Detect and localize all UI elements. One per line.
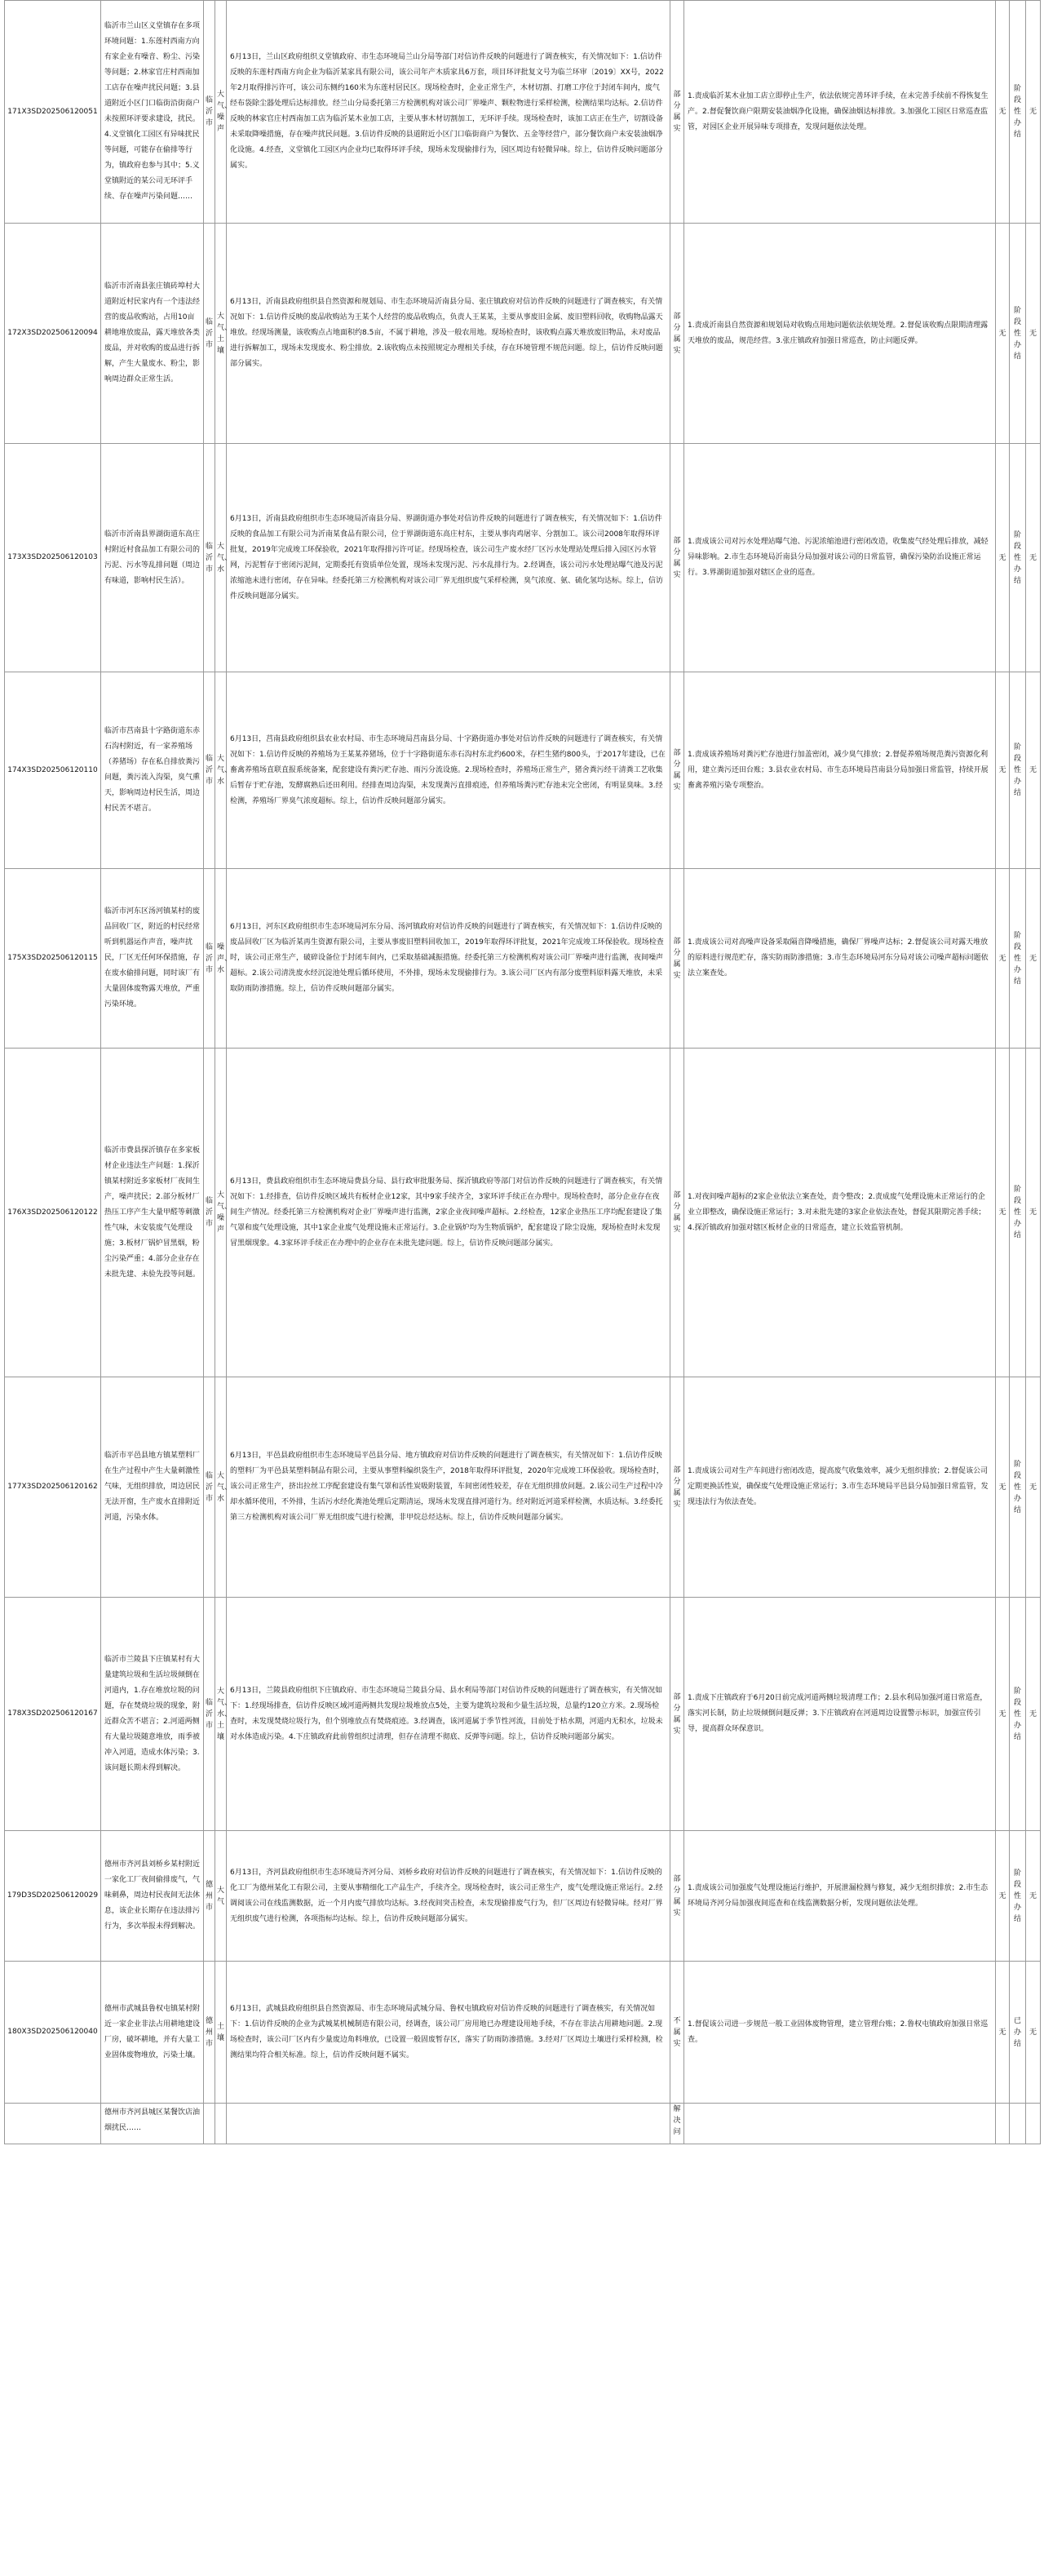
area-cell xyxy=(204,2104,215,2144)
type-cell xyxy=(215,1,232,224)
area-cell xyxy=(204,1831,215,1962)
table-row xyxy=(5,672,1041,869)
type-cell xyxy=(215,672,232,869)
area-cell xyxy=(204,1049,215,1377)
type-text: 大气、噪声 xyxy=(217,1191,232,1234)
area-cell xyxy=(204,1,215,224)
status-cell xyxy=(1010,869,1026,1049)
accountability-text: 无 xyxy=(998,553,1006,562)
area-cell xyxy=(204,672,215,869)
verdict-text: 部分属实 xyxy=(673,937,681,980)
verdict-cell xyxy=(670,672,684,869)
extra-cell xyxy=(1026,444,1041,672)
handling-cell xyxy=(684,1049,996,1377)
row-id-cell xyxy=(5,1,101,224)
verdict-text: 部分属实 xyxy=(673,312,681,355)
issue-cell xyxy=(101,1962,204,2104)
accountability-text: 无 xyxy=(998,1208,1006,1217)
type-text: 大气 xyxy=(217,1886,225,1906)
handling-cell xyxy=(684,1598,996,1831)
details-text: 6月13日，兰陵县政府组织下庄镇政府、市生态环境局兰陵县分局、县水利局等部门对信访件反映的问题进行了调查核实，有关情况如下：1.经现场排查，信访件反映区域河道两侧共发现垃圾堆放点5处，主要为建筑垃圾和少量生活垃圾，总量约120立方米。2.现场检查时，未发现焚烧垃圾行为，但个别堆放点有焚烧痕迹。3.经调查，该河道属于季节性河流，目前处于枯水期，河道内无积水，垃圾未对水体造成污染。4.下庄镇政府此前曾组织过清理，但存在清理不彻底、反弹等问题。综上，信访件反映问题部分属实。 xyxy=(230,1686,663,1741)
accountability-cell xyxy=(996,1962,1010,2104)
details-cell xyxy=(227,1,670,224)
extra-cell xyxy=(1026,1,1041,224)
status-text: 已办结 xyxy=(1013,2016,1021,2048)
accountability-cell xyxy=(996,1377,1010,1598)
status-cell xyxy=(1010,1377,1026,1598)
type-text: 土壤 xyxy=(217,2022,225,2042)
details-text: 6月13日，兰山区政府组织义堂镇政府、市生态环境局兰山分局等部门对信访件反映的问题进行了调查核实，有关情况如下：1.信访件反映的东莲村西南方向企业为临沂某家具有限公司，该公司年产木质家具6万套，项目环评批复文号为临兰环审〔2019〕XX号，2022年2月取得排污许可，该公司东侧约160米为东莲村居民区。现场检查时，企业正常生产，木材切割、打磨工序位于封闭车间内，废气经布袋除尘器处理后达标排放。经兰山分局委托第三方检测机构对该公司厂界噪声、颗粒物进行采样检测，检测结果均达标。2.信访件反映的林家官庄村西南加工店为临沂某木业加工店，主要从事木材切割加工，无环评手续。现场检查时，该加工店正在生产，切割设备未采取降噪措施，存在噪声扰民问题。3.信访件反映的县道附近小区门口临街商户为餐饮、五金等经营户，部分餐饮商户未安装油烟净化设施。4.经查，义堂镇化工园区内企业均已取得环评手续，现场未发现偷排行为，园区周边有轻微异味。综上，信访件反映问题部分属实。 xyxy=(230,53,664,170)
handling-text: 1.责成该公司加强废气处理设施运行维护，开展泄漏检测与修复，减少无组织排放；2.市生态环境局齐河分局加强夜间巡查和在线监测数据分析，发现问题依法处理。 xyxy=(688,1883,989,1908)
status-cell xyxy=(1010,1598,1026,1831)
status-cell xyxy=(1010,1,1026,224)
verdict-cell xyxy=(670,869,684,1049)
row-id-cell xyxy=(5,224,101,444)
row-id-cell xyxy=(5,869,101,1049)
status-cell xyxy=(1010,444,1026,672)
type-cell xyxy=(215,1377,232,1598)
row-id-cell xyxy=(5,672,101,869)
row-id-cell xyxy=(5,2104,101,2144)
issue-cell xyxy=(101,1049,204,1377)
issue-text: 临沂市沂南县界湖街道东高庄村附近村食品加工有限公司的污泥、污水等乱排问题（周边有味道，影响村民生活）。 xyxy=(104,530,201,585)
type-cell xyxy=(215,444,232,672)
issue-text: 临沂市莒南县十字路街道东赤石沟村附近，有一家养殖场（养猪场）存在私自排放粪污问题，粪污流入沟渠，臭气熏天，影响周边村民生活，周边村民苦不堪言。 xyxy=(104,727,201,813)
type-cell xyxy=(215,1962,227,2104)
status-cell xyxy=(1010,672,1026,869)
extra-text: 无 xyxy=(1029,553,1037,562)
verdict-text: 部分属实 xyxy=(673,536,681,579)
area-cell xyxy=(204,1598,215,1831)
handling-text: 1.责成该公司对高噪声设备采取隔音降噪措施，确保厂界噪声达标；2.督促该公司对露天堆放的原料进行规范贮存，落实防雨防渗措施；3.市生态环境局河东分局对该公司噪声超标问题依法立案查处。 xyxy=(688,938,989,978)
row-id-text: 173X3SD202506120103 xyxy=(7,553,98,561)
accountability-cell xyxy=(996,672,1010,869)
row-id-text: 177X3SD202506120162 xyxy=(7,1483,98,1491)
status-cell xyxy=(1010,1962,1026,2104)
table-row xyxy=(5,1,1041,224)
issue-text: 临沂市沂南县张庄镇砖埠村大道附近村民家内有一个违法经营的废品收购站，占用10亩耕地堆放废品，露天堆放各类废品，并对收购的废品进行拆解，产生大量废水、粉尘，影响周边群众正常生活。 xyxy=(104,282,201,384)
handling-cell xyxy=(684,1,996,224)
row-id-cell xyxy=(5,444,101,672)
accountability-cell xyxy=(996,2104,1010,2144)
accountability-cell xyxy=(996,1831,1010,1962)
type-text: 噪声、水 xyxy=(217,942,232,974)
extra-cell xyxy=(1026,1831,1041,1962)
type-cell xyxy=(215,1831,227,1962)
issue-cell xyxy=(101,224,204,444)
type-text: 大气、水 xyxy=(217,755,232,786)
handling-cell xyxy=(684,444,996,672)
area-text: 临沂市 xyxy=(206,542,214,574)
extra-cell xyxy=(1026,1049,1041,1377)
row-id-text: 178X3SD202506120167 xyxy=(7,1709,98,1718)
area-text: 临沂市 xyxy=(206,755,214,786)
verdict-text: 部分属实 xyxy=(673,749,681,791)
handling-text: 1.督促该公司进一步规范一般工业固体废物管理，建立管理台账；2.鲁权屯镇政府加强日常巡查。 xyxy=(688,2020,989,2044)
details-text: 6月13日，河东区政府组织市生态环境局河东分局、汤河镇政府对信访件反映的问题进行了调查核实，有关情况如下：1.信访件反映的废品回收厂区为临沂某再生资源有限公司，主要从事废旧塑料回收加工，2019年取得环评批复，2021年完成竣工环保验收。现场检查时，该公司正常生产，破碎设备位于封闭车间内，已采取基础减振措施。经委托第三方检测机构对该公司厂界噪声进行监测，夜间噪声超标。2.该公司清洗废水经沉淀池处理后循环使用，不外排，现场未发现偷排行为。3.该公司厂区内有部分废塑料原料露天堆放，未采取防雨防渗措施。综上，信访件反映问题部分属实。 xyxy=(230,923,664,993)
area-cell xyxy=(204,869,215,1049)
extra-cell xyxy=(1026,1598,1041,1831)
status-text: 阶段性办结 xyxy=(1013,530,1021,585)
status-text: 阶段性办结 xyxy=(1013,85,1021,139)
handling-cell xyxy=(684,1962,996,2104)
verdict-cell xyxy=(670,2104,684,2144)
handling-text: 1.责成该养殖场对粪污贮存池进行加盖密闭，减少臭气排放；2.督促养殖场规范粪污资源化利用，建立粪污还田台账；3.县农业农村局、市生态环境局莒南县分局加强日常监管，持续开展畜禽养殖污染专项整治。 xyxy=(688,750,989,790)
handling-text: 1.对夜间噪声超标的2家企业依法立案查处，责令整改；2.责成废气处理设施未正常运行的企业立即整改，确保设施正常运行；3.对未批先建的3家企业依法查处，督促其限期完善手续；4.探沂镇政府加强对辖区板材企业的日常巡查，建立长效监管机制。 xyxy=(688,1192,986,1232)
details-cell xyxy=(227,224,670,444)
verdict-cell xyxy=(670,1831,684,1962)
area-text: 德州市 xyxy=(206,2016,214,2048)
type-cell xyxy=(215,2104,227,2144)
details-text: 6月13日，费县政府组织市生态环境局费县分局、县行政审批服务局、探沂镇政府等部门对信访件反映的问题进行了调查核实，有关情况如下：1.经排查，信访件反映区域共有板材企业12家，其中9家手续齐全，3家环评手续正在办理中。现场检查时，部分企业存在夜间生产情况。经委托第三方检测机构对企业厂界噪声进行监测，2家企业夜间噪声超标。2.经检查，12家企业热压工序均配套建设了集气罩和废气处理设施，其中1家企业废气处理设施未正常运行。3.企业锅炉均为生物质锅炉，配套建设了除尘设施，现场检查时未发现冒黑烟现象。4.3家环评手续正在办理中的企业存在未批先建问题。综上，信访件反映问题部分属实。 xyxy=(230,1177,663,1248)
status-text: 阶段性办结 xyxy=(1013,1687,1021,1741)
issue-text: 德州市武城县鲁权屯镇某村附近一家企业非法占用耕地建设厂房，破坏耕地，并有大量工业固体废物堆放，污染土壤。 xyxy=(104,2004,201,2059)
accountability-cell xyxy=(996,444,1010,672)
table-row xyxy=(5,2104,1041,2144)
issue-text: 临沂市费县探沂镇存在多家板材企业违法生产问题：1.探沂镇某村附近多家板材厂夜间生产，噪声扰民；2.部分板材厂热压工序产生大量甲醛等刺激性气味，未安装废气处理设施；3.板材厂锅炉冒黑烟，粉尘污染严重；4.部分企业存在未批先建、未验先投等问题。 xyxy=(104,1146,201,1279)
accountability-text: 无 xyxy=(998,1709,1006,1718)
area-text: 临沂市 xyxy=(206,1698,214,1730)
verdict-text: 不属实 xyxy=(673,2016,681,2048)
table-row xyxy=(5,1049,1041,1377)
area-text: 临沂市 xyxy=(206,1197,214,1228)
issue-text: 德州市齐河县城区某餐饮店油烟扰民…… xyxy=(104,2108,201,2132)
details-cell xyxy=(227,1598,670,1831)
accountability-cell xyxy=(996,224,1010,444)
verdict-cell xyxy=(670,224,684,444)
issue-cell xyxy=(101,1598,204,1831)
area-cell xyxy=(204,224,215,444)
issue-cell xyxy=(101,1377,204,1598)
details-cell xyxy=(227,1962,670,2104)
issue-cell xyxy=(101,869,204,1049)
status-text: 阶段性办结 xyxy=(1013,743,1021,797)
status-text: 阶段性办结 xyxy=(1013,1186,1021,1239)
accountability-text: 无 xyxy=(998,1891,1006,1900)
status-cell xyxy=(1010,224,1026,444)
details-text: 6月13日，齐河县政府组织市生态环境局齐河分局、刘桥乡政府对信访件反映的问题进行了调查核实，有关情况如下：1.信访件反映的化工厂为德州某化工有限公司，主要从事精细化工产品生产，手续齐全。现场检查时，该公司正常生产，废气处理设施正常运行。2.经调阅该公司在线监测数据，近一个月内废气排放均达标。3.经夜间突击检查，未发现偷排废气行为，但厂区周边有轻微异味。经对厂界无组织废气进行检测，各项指标均达标。综上，信访件反映问题部分属实。 xyxy=(230,1868,663,1923)
row-id-cell xyxy=(5,1831,101,1962)
area-cell xyxy=(204,1377,215,1598)
row-id-text: 174X3SD202506120110 xyxy=(7,765,98,774)
issue-text: 临沂市兰山区义堂镇存在多项环境问题：1.东莲村西南方向有家企业有噪音、粉尘、污染等问题；2.林家官庄村西南加工店存在噪声扰民问题；3.县道附近小区门口临街沿街商户未按照环评要求建设，扰民。4.义堂镇化工园区有异味扰民等问题，可能存在偷排等行为，镇政府也参与其中；5.义堂镇附近的某公司无环评手续、存在噪声污染问题…… xyxy=(104,22,201,201)
verdict-text: 部分属实 xyxy=(673,1191,681,1234)
verdict-cell xyxy=(670,1962,684,2104)
table-row xyxy=(5,869,1041,1049)
row-id-text: 171X3SD202506120051 xyxy=(7,107,98,116)
type-cell xyxy=(215,224,232,444)
status-cell xyxy=(1010,2104,1026,2144)
row-id-text: 176X3SD202506120122 xyxy=(7,1208,98,1217)
handling-cell xyxy=(684,672,996,869)
extra-text: 无 xyxy=(1029,1208,1037,1217)
verdict-cell xyxy=(670,444,684,672)
details-text: 6月13日，莒南县政府组织县农业农村局、市生态环境局莒南县分局、十字路街道办事处对信访件反映的问题进行了调查核实，有关情况如下：1.信访件反映的养殖场为王某某养猪场，位于十字路街道东赤石沟村东北约600米，存栏生猪约800头，于2017年建设，已在畜禽养殖场直联直报系统备案，配套建设有粪污贮存池、雨污分流设施。2.现场检查时，养殖场正常生产，猪舍粪污经干清粪工艺收集后暂存于贮存池，发酵腐熟后还田利用。经排查周边沟渠，未发现粪污直排痕迹，但养殖场粪污贮存池未完全密闭，有明显臭味。3.经检测，养殖场厂界臭气浓度超标。综上，信访件反映问题部分属实。 xyxy=(230,734,666,805)
area-text: 临沂市 xyxy=(206,317,214,349)
table-body xyxy=(5,1,1041,2144)
row-id-text: 179D3SD202506120029 xyxy=(7,1891,99,1900)
accountability-text: 无 xyxy=(998,329,1006,338)
row-id-text: 175X3SD202506120115 xyxy=(7,954,98,962)
extra-text: 无 xyxy=(1029,1709,1037,1718)
status-cell xyxy=(1010,1049,1026,1377)
details-cell xyxy=(227,672,670,869)
status-text: 阶段性办结 xyxy=(1013,931,1021,986)
extra-text: 无 xyxy=(1029,954,1037,963)
extra-cell xyxy=(1026,2104,1041,2144)
verdict-text: 部分属实 xyxy=(673,1465,681,1509)
handling-text: 1.责成下庄镇政府于6月20日前完成河道两侧垃圾清理工作；2.县水利局加强河道日常巡查，落实河长制，防止垃圾倾倒问题反弹；3.下庄镇政府在河道周边设置警示标识，加强宣传引导，提高群众环保意识。 xyxy=(688,1694,988,1733)
type-text: 大气、水 xyxy=(217,542,232,574)
handling-cell xyxy=(684,2104,996,2144)
type-cell xyxy=(215,1598,232,1831)
type-cell xyxy=(215,869,232,1049)
extra-text: 无 xyxy=(1029,329,1037,338)
handling-text: 1.责成该公司对污水处理站曝气池、污泥浓缩池进行密闭改造，收集废气经处理后排放，减轻异味影响。2.市生态环境局沂南县分局加强对该公司的日常监管，确保污染防治设施正常运行。3.界湖街道加强对辖区企业的巡查。 xyxy=(688,538,989,577)
type-text: 大气、水 xyxy=(217,1471,232,1503)
details-cell xyxy=(227,444,670,672)
details-cell xyxy=(227,2104,670,2144)
type-text: 大气、水、土壤 xyxy=(217,1687,232,1741)
extra-text: 无 xyxy=(1029,2028,1037,2037)
area-text: 临沂市 xyxy=(206,96,214,127)
details-text: 6月13日，沂南县政府组织县自然资源和规划局、市生态环境局沂南县分局、张庄镇政府对信访件反映的问题进行了调查核实，有关情况如下：1.信访件反映的废品收购站为王某个人经营的废品收购点，负责人王某某，主要从事废旧金属、废旧塑料回收，收购物品露天堆放。经现场测量，该收购点占地面积约8.5亩，不属于耕地，涉及一般农用地。现场检查时，该收购点露天堆放废旧物品，未对废品进行拆解加工，现场未发现废水、粉尘排放。2.该收购点未按照规定办理相关手续，存在环境管理不规范问题。综上，信访件反映问题部分属实。 xyxy=(230,298,663,368)
verdict-cell xyxy=(670,1377,684,1598)
issue-cell xyxy=(101,2104,204,2144)
handling-cell xyxy=(684,224,996,444)
issue-cell xyxy=(101,672,204,869)
table-row xyxy=(5,1962,1041,2104)
details-cell xyxy=(227,1049,670,1377)
verdict-text: 部分属实 xyxy=(673,1874,681,1918)
handling-text: 1.责成该公司对生产车间进行密闭改造，提高废气收集效率，减少无组织排放；2.督促该公司定期更换活性炭，确保废气处理设施正常运行；3.市生态环境局平邑县分局加强日常监管，发现违法行为依法查处。 xyxy=(688,1467,989,1506)
details-cell xyxy=(227,1831,670,1962)
accountability-cell xyxy=(996,1049,1010,1377)
handling-cell xyxy=(684,1377,996,1598)
extra-cell xyxy=(1026,1377,1041,1598)
issue-cell xyxy=(101,1,204,224)
area-cell xyxy=(204,1962,215,2104)
extra-cell xyxy=(1026,672,1041,869)
accountability-text: 无 xyxy=(998,2028,1006,2037)
accountability-text: 无 xyxy=(998,1483,1006,1492)
accountability-cell xyxy=(996,869,1010,1049)
status-text: 阶段性办结 xyxy=(1013,1460,1021,1514)
verdict-text: 解决问 xyxy=(673,2105,681,2136)
table-row xyxy=(5,444,1041,672)
details-cell xyxy=(227,869,670,1049)
row-id-cell xyxy=(5,1049,101,1377)
row-id-text: 172X3SD202506120094 xyxy=(7,329,98,337)
verdict-cell xyxy=(670,1598,684,1831)
accountability-cell xyxy=(996,1598,1010,1831)
handling-cell xyxy=(684,1831,996,1962)
status-text: 阶段性办结 xyxy=(1013,306,1021,361)
table-row xyxy=(5,1831,1041,1962)
accountability-cell xyxy=(996,1,1010,224)
table-row xyxy=(5,1377,1041,1598)
type-text: 大气、土壤 xyxy=(217,312,232,355)
extra-cell xyxy=(1026,869,1041,1049)
details-text: 6月13日，武城县政府组织县自然资源局、市生态环境局武城分局、鲁权屯镇政府对信访件反映的问题进行了调查核实，有关情况如下：1.信访件反映的企业为武城某机械制造有限公司，经调查，该公司厂房用地已办理建设用地手续，不存在非法占用耕地问题。2.现场检查时，该公司厂区内有少量废边角料堆放，已设置一般固废暂存区，落实了防雨防渗措施。3.经对厂区周边土壤进行采样检测，检测结果均符合相关标准。综上，信访件反映问题不属实。 xyxy=(230,2004,663,2059)
details-text: 6月13日，沂南县政府组织市生态环境局沂南县分局、界湖街道办事处对信访件反映的问题进行了调查核实，有关情况如下：1.信访件反映的食品加工有限公司为沂南某食品有限公司，位于界湖街道东高庄村东，主要从事肉鸡屠宰、分割加工。该公司2008年取得环评批复，2019年完成竣工环保验收，2021年取得排污许可证。经现场检查，该公司生产废水经厂区污水处理站处理后排入园区污水管网，污泥暂存于密闭污泥间，定期委托有资质单位处置，现场未发现污泥、污水乱排行为。2.经调查，该公司污水处理站曝气池及污泥浓缩池未进行密闭，存在异味。经委托第三方检测机构对该公司厂界无组织废气采样检测，臭气浓度、氨、硫化氢均达标。综上，信访件反映问题部分属实。 xyxy=(230,514,664,601)
details-text: 6月13日，平邑县政府组织市生态环境局平邑县分局、地方镇政府对信访件反映的问题进行了调查核实，有关情况如下：1.信访件反映的塑料厂为平邑县某塑料制品有限公司，主要从事塑料编织袋生产，2018年取得环评批复，2020年完成竣工环保验收。现场检查时，该公司正常生产，挤出拉丝工序配套建设有集气罩和活性炭吸附装置，车间密闭性较差，存在无组织排放问题。2.该公司生产过程中冷却水循环使用，不外排，生活污水经化粪池处理后定期清运，现场未发现直排河道行为。经对附近河道采样检测，水质达标。3.经委托第三方检测机构对该公司厂界无组织废气进行检测，非甲烷总烃达标。综上，信访件反映问题部分属实。 xyxy=(230,1452,664,1522)
row-id-cell xyxy=(5,1962,101,2104)
accountability-text: 无 xyxy=(998,766,1006,774)
type-cell xyxy=(215,1049,232,1377)
issue-text: 德州市齐河县刘桥乡某村附近一家化工厂夜间偷排废气，气味刺鼻，周边村民夜间无法休息，该企业长期存在违法排污行为，多次举报未得到解决。 xyxy=(104,1860,201,1931)
extra-text: 无 xyxy=(1029,1483,1037,1492)
table-row xyxy=(5,224,1041,444)
verdict-cell xyxy=(670,1,684,224)
area-text: 临沂市 xyxy=(206,942,214,974)
handling-text: 1.责成临沂某木业加工店立即停止生产，依法依规完善环评手续，在未完善手续前不得恢复生产。2.督促餐饮商户限期安装油烟净化设施，确保油烟达标排放。3.加强化工园区日常巡查监管，对园区企业开展异味专项排查，发现问题依法处理。 xyxy=(688,91,989,131)
status-text: 阶段性办结 xyxy=(1013,1869,1021,1923)
type-text: 大气、噪声 xyxy=(217,91,232,133)
area-text: 德州市 xyxy=(206,1880,214,1912)
issue-cell xyxy=(101,1831,204,1962)
extra-text: 无 xyxy=(1029,766,1037,774)
area-text: 临沂市 xyxy=(206,1471,214,1503)
issue-cell xyxy=(101,444,204,672)
handling-cell xyxy=(684,869,996,1049)
issue-text: 临沂市平邑县地方镇某塑料厂在生产过程中产生大量刺激性气味，无组织排放，周边居民无法开窗，生产废水直排附近河道，污染水体。 xyxy=(104,1452,201,1522)
issue-text: 临沂市河东区汤河镇某村的废品回收厂区，附近的村民经常听到机器运作声音，噪声扰民，厂区无任何环保措施，存在废水偷排问题，同时该厂有大量固体废物露天堆放，严重污染环境。 xyxy=(104,907,201,1009)
table-row xyxy=(5,1598,1041,1831)
verdict-text: 部分属实 xyxy=(673,1692,681,1736)
details-cell xyxy=(227,1377,670,1598)
extra-text: 无 xyxy=(1029,108,1037,116)
verdict-cell xyxy=(670,1049,684,1377)
extra-cell xyxy=(1026,1962,1041,2104)
row-id-cell xyxy=(5,1377,101,1598)
row-id-text: 180X3SD202506120040 xyxy=(7,2028,98,2036)
accountability-text: 无 xyxy=(998,108,1006,116)
verdict-text: 部分属实 xyxy=(673,91,681,133)
area-cell xyxy=(204,444,215,672)
extra-text: 无 xyxy=(1029,1891,1037,1900)
issue-text: 临沂市兰陵县下庄镇某村有大量建筑垃圾和生活垃圾倾倒在河道内，1.存在堆放垃圾的问题，存在焚烧垃圾的现象，附近群众苦不堪言；2.河道两侧有大量垃圾随意堆放，雨季被冲入河道，造成水体污染；3.该问题长期未得到解决。 xyxy=(104,1655,201,1772)
status-cell xyxy=(1010,1831,1026,1962)
accountability-text: 无 xyxy=(998,954,1006,963)
petition-table xyxy=(4,0,1041,2144)
extra-cell xyxy=(1026,224,1041,444)
handling-text: 1.责成沂南县自然资源和规划局对收购点用地问题依法依规处理。2.督促该收购点限期清理露天堆放的废品，规范经营。3.张庄镇政府加强日常巡查，防止问题反弹。 xyxy=(688,321,989,345)
row-id-cell xyxy=(5,1598,101,1831)
